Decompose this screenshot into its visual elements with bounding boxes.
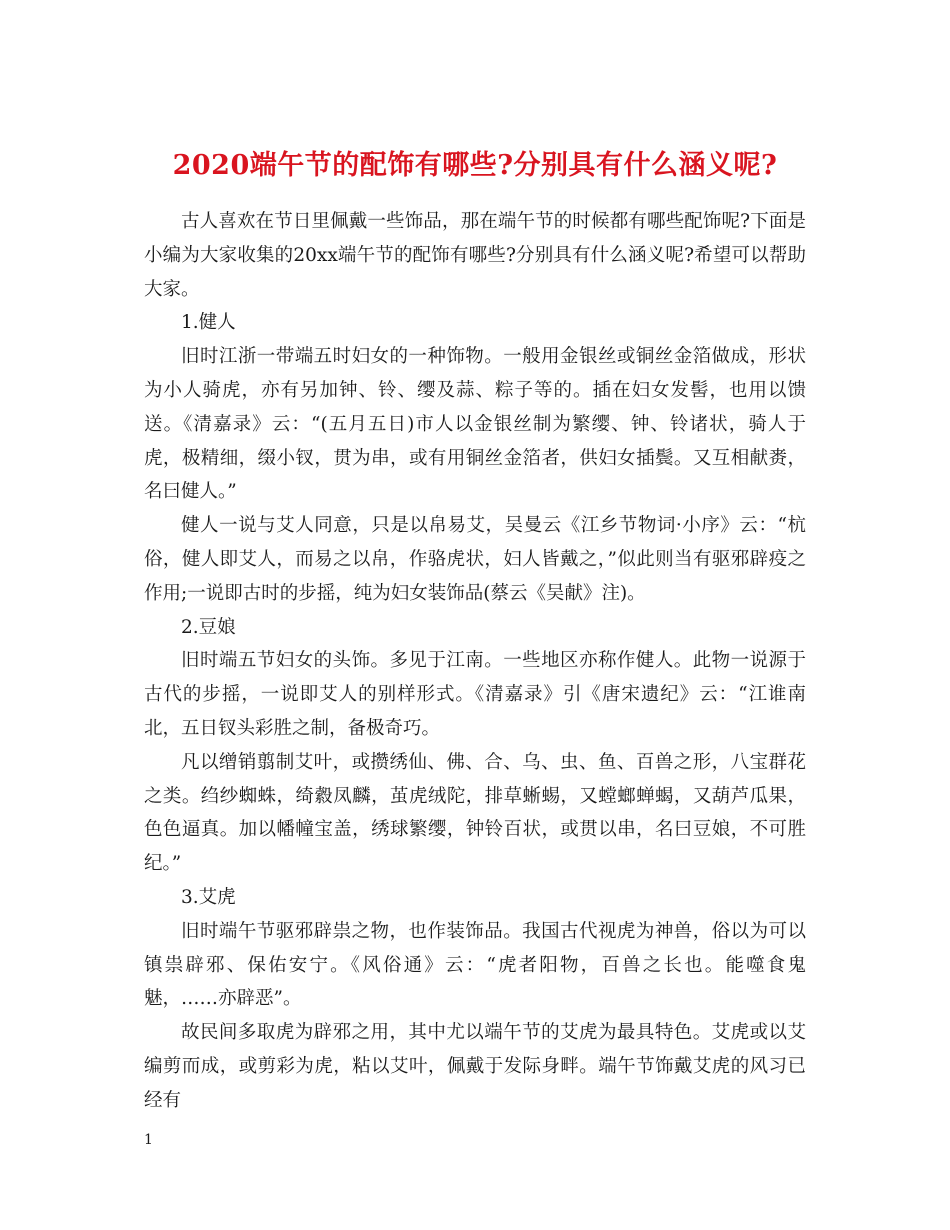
- document-body: [144, 205, 806, 1118]
- paragraph-intro: 古人喜欢在节日里佩戴一些饰品，那在端午节的时候都有哪些配饰呢?下面是小编为大家收集的20xx端午节的配饰有哪些?分别具有什么涵义呢?希望可以帮助大家。: [144, 211, 806, 300]
- document-title: 2020端午节的配饰有哪些?分别具有什么涵义呢?: [172, 150, 778, 182]
- paragraph: 故民间多取虎为辟邪之用，其中尤以端午节的艾虎为最具特色。艾虎或以艾编剪而成，或剪彩为虎，粘以艾叶，佩戴于发际身畔。端午节饰戴艾虎的风习已经有: [144, 1022, 806, 1111]
- section-heading-douniang: 2.豆娘: [181, 616, 236, 638]
- paragraph: 旧时端午节驱邪辟祟之物，也作装饰品。我国古代视虎为神兽，俗以为可以镇祟辟邪、保佑安宁。《风俗通》云：“虎者阳物，百兽之长也。能噬食鬼魅，……亦辟恶”。: [144, 920, 806, 1010]
- paragraph: 健人一说与艾人同意，只是以帛易艾，吴曼云《江乡节物词·小序》云：“杭俗，健人即艾人，而易之以帛，作骆虎状，妇人皆戴之，”似此则当有驱邪辟疫之作用;一说即古时的步摇，纯为妇女装饰品(蔡云《吴献》注)。: [144, 515, 806, 604]
- paragraph: 旧时端五节妇女的头饰。多见于江南。一些地区亦称作健人。此物一说源于古代的步摇，一说即艾人的别样形式。《清嘉录》引《唐宋遗纪》云：“江谁南北，五日钗头彩胜之制，备极奇巧。: [144, 650, 806, 739]
- paragraph: 旧时江浙一带端五时妇女的一种饰物。一般用金银丝或铜丝金箔做成，形状为小人骑虎，亦有另加钟、铃、缨及蒜、粽子等的。插在妇女发髻，也用以馈送。《清嘉录》云：“(五月五日)市人以金银丝制为繁缨、钟、铃诸状，骑人于虎，极精细，缀小钗，贯为串，或有用铜丝金箔者，供妇女插鬓。又互相献赉，名曰健人。”: [144, 346, 806, 503]
- section-heading-jianren: 1.健人: [181, 312, 236, 334]
- page-number: 1: [144, 1132, 153, 1148]
- section-heading-aihu: 3.艾虎: [181, 886, 236, 908]
- paragraph: 凡以缯销翦制艾叶，或攒绣仙、佛、合、乌、虫、鱼、百兽之形，八宝群花之类。绉纱蜘蛛，绮縠凤麟，茧虎绒陀，排草蜥蜴，又螳螂蝉蝎，又葫芦瓜果，色色逼真。加以幡幢宝盖，绣球繁缨，钟铃百状，或贯以串，名曰豆娘，不可胜纪。”: [144, 751, 806, 875]
